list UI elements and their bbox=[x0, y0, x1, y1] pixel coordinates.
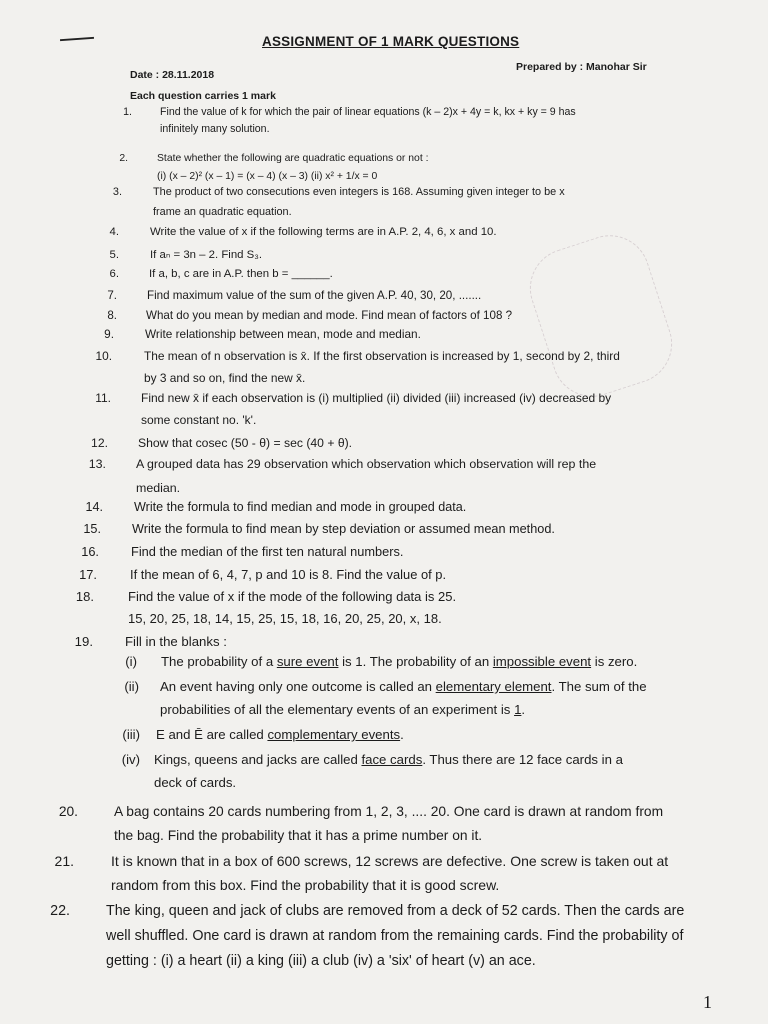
question-number: 8. bbox=[107, 309, 117, 322]
answer-one: 1 bbox=[514, 702, 522, 717]
question-number: 15. bbox=[83, 522, 101, 536]
question-number: 11. bbox=[95, 391, 111, 405]
question-number: 9. bbox=[104, 327, 114, 341]
question-text: 15, 20, 25, 18, 14, 15, 25, 15, 18, 16, 20, 25, 20, x, 18. bbox=[128, 611, 442, 626]
question-text: well shuffled. One card is drawn at random from the remaining cards. Find the probability of bbox=[106, 928, 684, 944]
question-text: If a, b, c are in A.P. then b = ______. bbox=[149, 268, 333, 280]
marks-note: Each question carries 1 mark bbox=[130, 90, 276, 102]
question-text: A bag contains 20 cards numbering from 1, 2, 3, .... 20. One card is drawn at random from bbox=[114, 804, 664, 819]
pen-mark bbox=[60, 37, 94, 41]
question-text: median. bbox=[136, 481, 181, 495]
question-text: by 3 and so on, find the new x̄. bbox=[144, 371, 306, 385]
question-text: If the mean of 6, 4, 7, p and 10 is 8. Find the value of p. bbox=[130, 567, 447, 582]
question-number: 4. bbox=[109, 226, 119, 238]
question-number: 2. bbox=[119, 153, 128, 164]
question-number: 20. bbox=[58, 804, 78, 819]
question-text: It is known that in a box of 600 screws, 12 screws are defective. One screw is taken out at bbox=[111, 853, 669, 869]
question-text: The mean of n observation is x̄. If the first observation is increased by 1, second by 2, third bbox=[144, 349, 620, 363]
question-text: Write relationship between mean, mode and median. bbox=[145, 327, 421, 341]
question-number: 21. bbox=[54, 853, 74, 869]
question-text: frame an quadratic equation. bbox=[153, 206, 292, 218]
question-text: A grouped data has 29 observation which observation which observation will rep the bbox=[136, 457, 597, 471]
question-number: 14. bbox=[85, 500, 103, 514]
question-text: If aₙ = 3n – 2. Find S₃. bbox=[150, 249, 263, 261]
page-number: 1 bbox=[703, 992, 712, 1012]
question-text: Write the formula to find mean by step deviation or assumed mean method. bbox=[132, 522, 555, 536]
question-number: 22. bbox=[50, 903, 70, 919]
question-number: 13. bbox=[88, 457, 106, 471]
answer-complementary-events: complementary events bbox=[267, 727, 401, 742]
answer-sure-event: sure event bbox=[276, 654, 339, 669]
question-text: What do you mean by median and mode. Find mean of factors of 108 ? bbox=[146, 309, 513, 322]
stamp-watermark bbox=[520, 225, 683, 407]
question-text: Find new x̄ if each observation is (i) multiplied (ii) divided (iii) increased (iv) decreased by bbox=[141, 391, 612, 405]
question-number: 7. bbox=[107, 289, 117, 302]
question-number: 6. bbox=[109, 268, 119, 280]
question-text: infinitely many solution. bbox=[160, 123, 270, 135]
question-number: 17. bbox=[79, 567, 97, 582]
question-text: Show that cosec (50 - θ) = sec (40 + θ). bbox=[138, 436, 353, 450]
answer-elementary-element: elementary element bbox=[435, 679, 552, 694]
answer-impossible-event: impossible event bbox=[492, 654, 592, 669]
question-number: 18. bbox=[75, 589, 94, 604]
question-text: Fill in the blanks : bbox=[125, 634, 227, 649]
question-text: some constant no. 'k'. bbox=[141, 413, 257, 427]
question-text: The king, queen and jack of clubs are removed from a deck of 52 cards. Then the cards are bbox=[106, 903, 685, 919]
question-text: (i) (x – 2)² (x – 1) = (x – 4) (x – 3) (ii) x² + 1/x = 0 bbox=[157, 171, 378, 182]
assignment-page: ASSIGNMENT OF 1 MARK QUESTIONS Prepared by : Manohar Sir Date : 28.11.2018 Each question carries 1 mark 1. Find the value of k for which the pair of linear equations (k – 2)x + 4y = k, kx + ky = 9 has infinitely many solution. 2. State whether the following are quadratic equations or not : (i) (x – 2)² (x – 1) = (x – 4) (x – 3) (ii) x² + 1/x = 0 3. The product of two consecutions even integers is 168. Assuming given integer to be x frame an quadratic equation. 4. Write the value of x if the following terms are in A.P. 2, 4, 6, x and 10. 5. If aₙ = 3n – 2. Find S₃. 6. If a, b, c are in A.P. then b = ______. 7. Find maximum value of the sum of the given A.P. 40, 30, 20, ....... 8. What do you mean by median and mode. Find mean of factors of 108 ? 9. Write relationship between mean, mode and median. 10. The mean of n observation is x̄. If the first observation is increased by 1, second by 2, third by 3 and so on, find the new x̄. 11. Find new x̄ if each observation is (i) multiplied (ii) divided (iii) increased (iv) decreased by some constant no. 'k'. 12. Show that cosec (50 - θ) = sec (40 + θ). 13. A grouped data has 29 observation which observation which observation will rep the median. 14. Write the formula to find median and mode in grouped data. 15. Write the formula to find mean by step deviation or assumed mean method. 16. Find the median of the first ten natural numbers. 17. If the mean of 6, 4, 7, p and 10 is 8. Find the value of p. 18. Find the value of x if the mode of the following data is 25. 15, 20, 25, 18, 14, 15, 25, 15, 18, 16, 20, 25, 20, x, 18. 19. Fill in the blanks : (i) The probability of a sure event is 1. The probability of an impossible event is zero. (ii) An event having only one outcome is called an elementary element. The sum of the probabilities of all the elementary events of an experiment is 1. (iii) E and Ē are called complementary events. (iv) Kings, queens and jacks are called face cards. Thus there are 12 face cards in a deck of cards. 20. A bag contains 20 cards numbering from 1, 2, 3, .... 20. One card is drawn at random from the bag. Find the probability that it has a prime number on it. 21. It is known that in a box of 600 screws, 12 screws are defective. One screw is taken out at random from this box. Find the probability that it is good screw. 22. The king, queen and jack of clubs are removed from a deck of 52 cards. Then the cards are well shuffled. One card is drawn at random from the remaining cards. Find the probability of getting : (i) a heart (ii) a king (iii) a club (iv) a 'six' of heart (v) an ace. 1 bbox=[0, 0, 768, 1024]
question-text: Write the formula to find median and mode in grouped data. bbox=[134, 500, 467, 514]
answer-face-cards: face cards bbox=[361, 752, 423, 767]
question-number: 1. bbox=[123, 106, 132, 118]
question-text: Find the median of the first ten natural numbers. bbox=[131, 544, 404, 559]
question-text: the bag. Find the probability that it has a prime number on it. bbox=[114, 828, 483, 843]
question-text: State whether the following are quadratic equations or not : bbox=[157, 153, 429, 164]
prepared-by: Prepared by : Manohar Sir bbox=[516, 61, 647, 73]
question-text: getting : (i) a heart (ii) a king (iii) a club (iv) a 'six' of heart (v) an ace. bbox=[106, 953, 536, 969]
question-text: Find maximum value of the sum of the given A.P. 40, 30, 20, ....... bbox=[147, 289, 482, 302]
date-line: Date : 28.11.2018 bbox=[130, 69, 215, 81]
question-text: random from this box. Find the probability that it is good screw. bbox=[111, 877, 500, 893]
page-title: ASSIGNMENT OF 1 MARK QUESTIONS bbox=[262, 34, 520, 49]
question-number: 5. bbox=[109, 249, 119, 261]
question-number: 12. bbox=[91, 436, 108, 450]
question-number: 16. bbox=[81, 544, 99, 559]
question-text: Write the value of x if the following terms are in A.P. 2, 4, 6, x and 10. bbox=[150, 226, 497, 238]
question-text: Find the value of k for which the pair of linear equations (k – 2)x + 4y = k, kx + ky = 9 has bbox=[160, 106, 576, 118]
question-number: 10. bbox=[95, 349, 112, 363]
question-text: The product of two consecutions even integers is 168. Assuming given integer to be x bbox=[153, 186, 565, 198]
question-number: 3. bbox=[112, 186, 122, 198]
question-text: Find the value of x if the mode of the following data is 25. bbox=[128, 589, 457, 604]
question-number: 19. bbox=[74, 634, 93, 649]
